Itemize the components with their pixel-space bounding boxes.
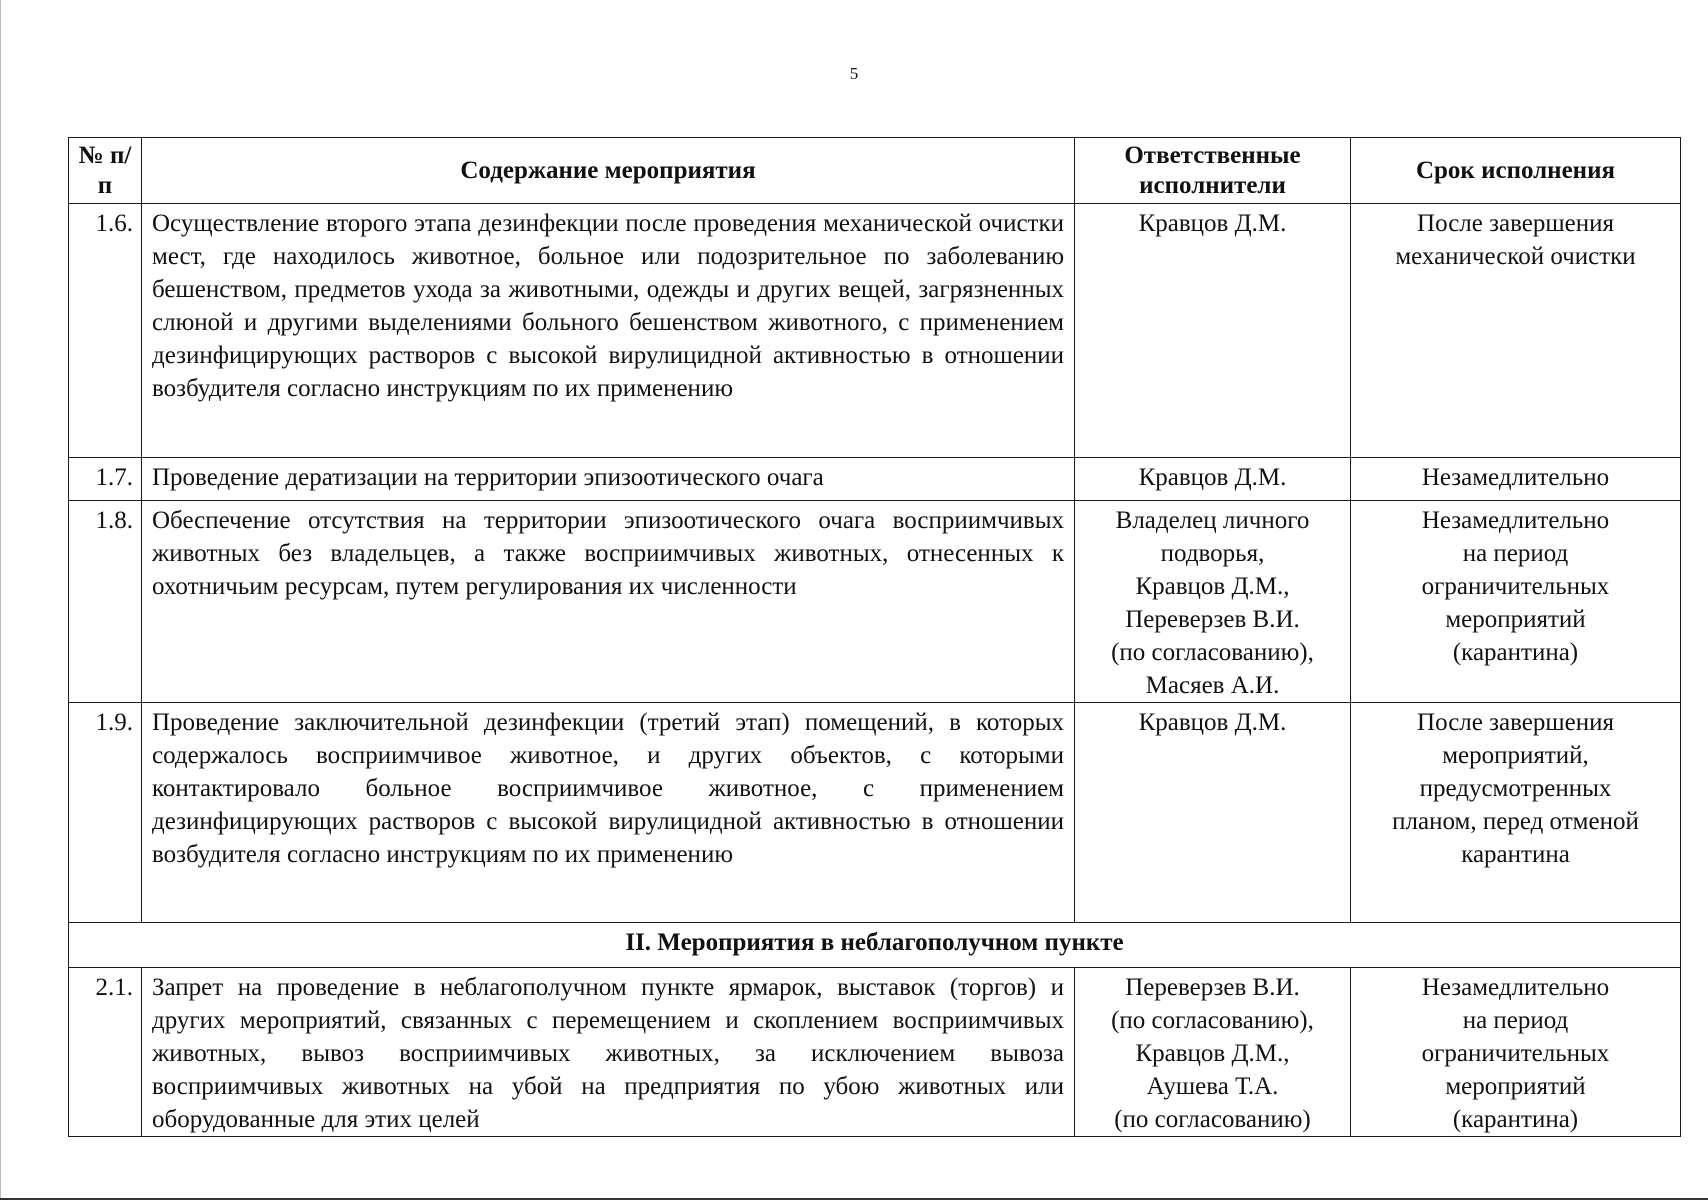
table-row	[69, 501, 1681, 703]
row-number: 2.1.	[69, 968, 142, 1137]
table-row	[69, 204, 1681, 458]
table-row	[69, 458, 1681, 501]
scan-edge	[0, 0, 1, 1200]
measures-table	[68, 137, 1681, 1137]
row-responsible: Кравцов Д.М.	[1075, 458, 1351, 501]
header-deadline: Срок исполнения	[1351, 138, 1681, 204]
row-number: 1.8.	[69, 501, 142, 703]
row-deadline: Незамедлительно на период ограничительных мероприятий (карантина)	[1351, 968, 1681, 1137]
row-number: 1.6.	[69, 204, 142, 458]
row-content: Проведение заключительной дезинфекции (третий этап) помещений, в которых содержалось восприимчивое животное, и других объектов, с которыми контактировало больное восприимчивое животное, с применением дезинфицирующих растворов с высокой вирулицидной активностью в отношении возбудителя согласно инструкциям по их применению	[142, 703, 1075, 923]
row-number: 1.9.	[69, 703, 142, 923]
row-responsible: Переверзев В.И. (по согласованию), Кравцов Д.М., Аушева Т.А. (по согласованию)	[1075, 968, 1351, 1137]
header-responsible: Ответственные исполнители	[1075, 138, 1351, 204]
header-num: № п/п	[69, 138, 142, 204]
row-content: Запрет на проведение в неблагополучном пункте ярмарок, выставок (торгов) и других мероприятий, связанных с перемещением и скоплением восприимчивых животных, вывоз восприимчивых животных, за исключением вывоза восприимчивых животных на убой на предприятия по убою животных или оборудованные для этих целей	[142, 968, 1075, 1137]
table-row	[69, 703, 1681, 923]
row-number: 1.7.	[69, 458, 142, 501]
row-responsible: Кравцов Д.М.	[1075, 204, 1351, 458]
row-content: Обеспечение отсутствия на территории эпизоотического очага восприимчивых животных без владельцев, а также восприимчивых животных, отнесенных к охотничьим ресурсам, путем регулирования их численности	[142, 501, 1075, 703]
section-title: II. Мероприятия в неблагополучном пункте	[69, 923, 1681, 968]
table-header-row	[69, 138, 1681, 204]
row-deadline: После завершения механической очистки	[1351, 204, 1681, 458]
row-deadline: После завершения мероприятий, предусмотренных планом, перед отменой карантина	[1351, 703, 1681, 923]
row-content: Проведение дератизации на территории эпизоотического очага	[142, 458, 1075, 501]
row-responsible: Кравцов Д.М.	[1075, 703, 1351, 923]
row-deadline: Незамедлительно на период ограничительных мероприятий (карантина)	[1351, 501, 1681, 703]
row-deadline: Незамедлительно	[1351, 458, 1681, 501]
header-content: Содержание мероприятия	[142, 138, 1075, 204]
section-row	[69, 923, 1681, 968]
row-responsible: Владелец личного подворья, Кравцов Д.М., Переверзев В.И. (по согласованию), Масяев А.И.	[1075, 501, 1351, 703]
table-row	[69, 968, 1681, 1137]
row-content: Осуществление второго этапа дезинфекции после проведения механической очистки мест, где находилось животное, больное или подозрительное по заболеванию бешенством, предметов ухода за животными, одежды и других вещей, загрязненных слюной и другими выделениями больного бешенством животного, с применением дезинфицирующих растворов с высокой вирулицидной активностью в отношении возбудителя согласно инструкциям по их применению	[142, 204, 1075, 458]
page-number: 5	[849, 64, 859, 83]
